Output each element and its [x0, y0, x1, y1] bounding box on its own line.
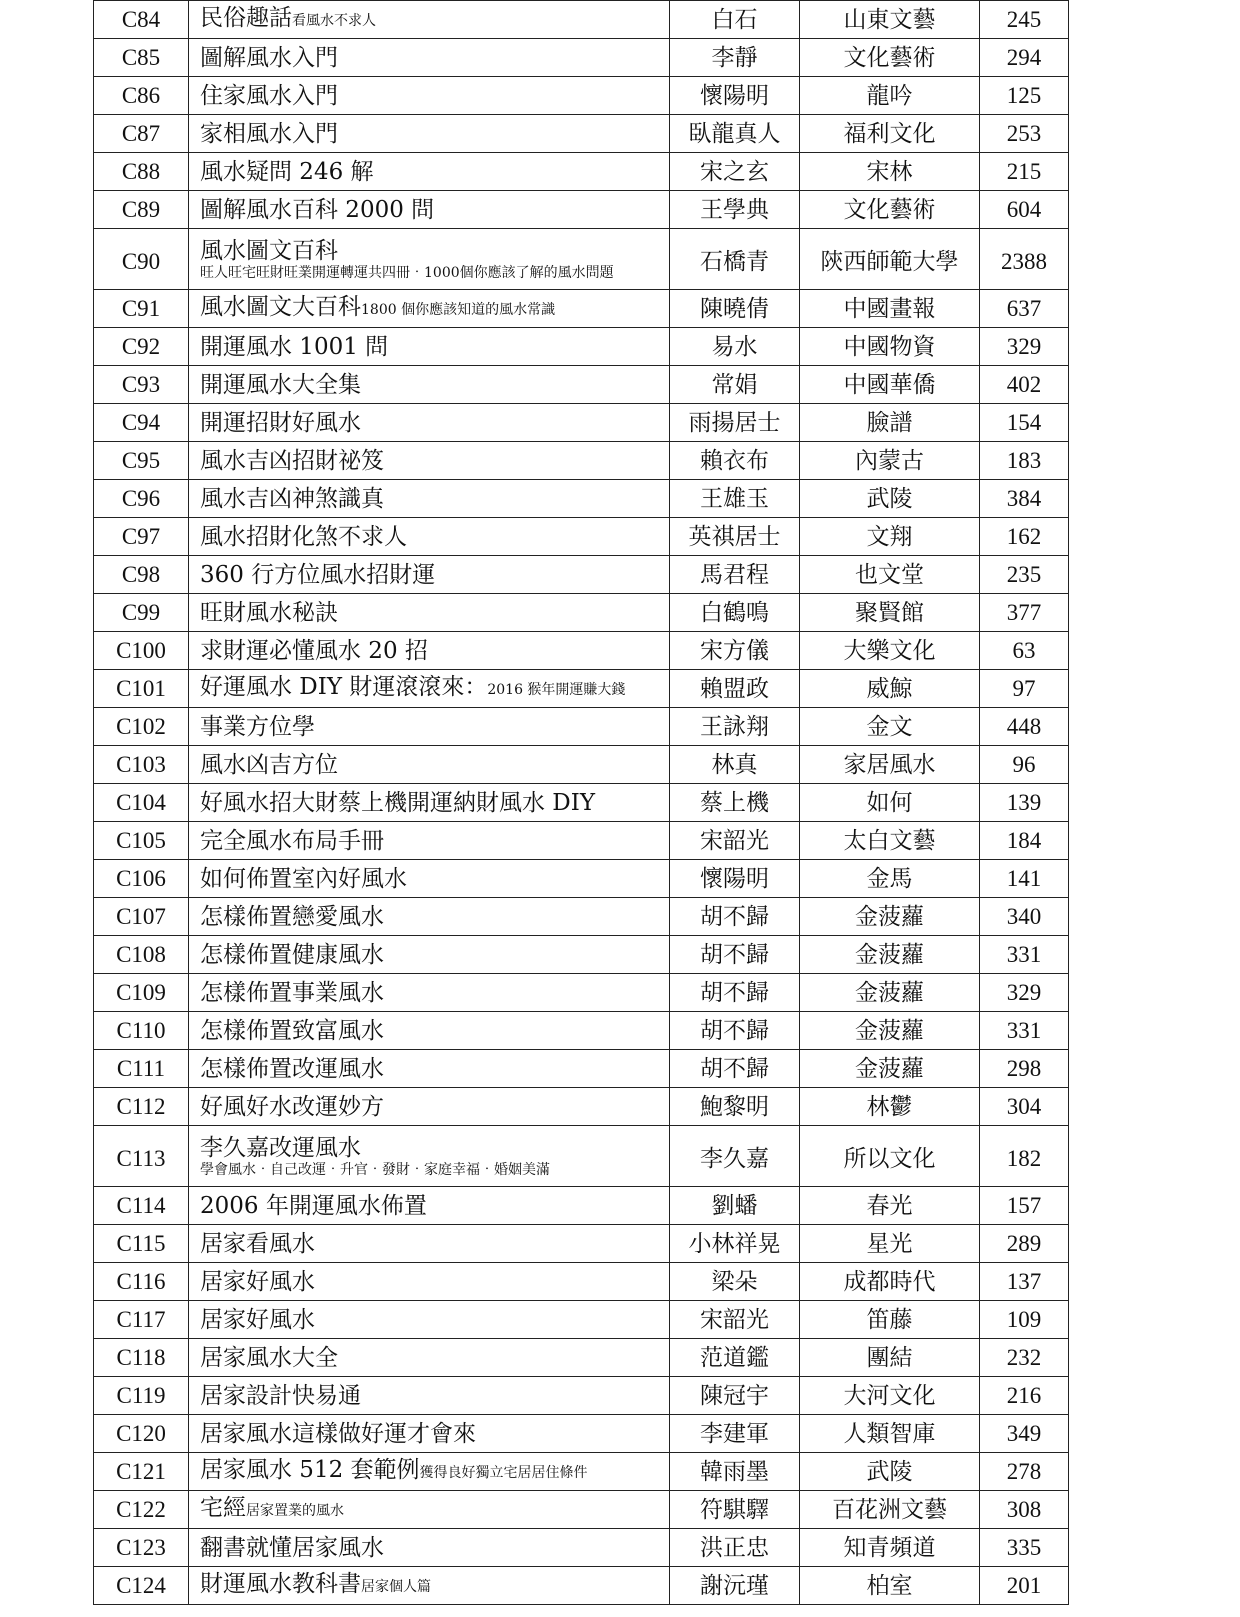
book-pages: 335 [980, 1529, 1069, 1567]
book-title [189, 1415, 670, 1453]
book-author: 宋韶光 [670, 1301, 800, 1339]
book-pages: 298 [980, 1050, 1069, 1088]
table-row [94, 1187, 1069, 1225]
book-pages: 139 [980, 784, 1069, 822]
book-publisher: 家居風水 [800, 746, 980, 784]
book-code: C105 [94, 822, 189, 860]
book-subtitle-text: 2016 猴年開運賺大錢 [487, 682, 626, 698]
book-publisher: 百花洲文藝 [800, 1491, 980, 1529]
table-row [94, 115, 1069, 153]
book-title-text: 好風好水改運妙方 [200, 1093, 384, 1120]
book-publisher: 文化藝術 [800, 191, 980, 229]
table-row [94, 594, 1069, 632]
book-author: 陳曉倩 [670, 290, 800, 328]
book-author: 懷陽明 [670, 77, 800, 115]
book-author: 蔡上機 [670, 784, 800, 822]
book-title-text: 旺財風水秘訣 [200, 599, 338, 626]
book-pages: 331 [980, 1012, 1069, 1050]
book-code: C91 [94, 290, 189, 328]
book-code: C106 [94, 860, 189, 898]
book-author: 陳冠宇 [670, 1377, 800, 1415]
book-pages: 182 [980, 1126, 1069, 1187]
book-pages: 125 [980, 77, 1069, 115]
book-title [189, 1377, 670, 1415]
book-author: 易水 [670, 328, 800, 366]
table-row [94, 1012, 1069, 1050]
book-title-text: 風水圖文百科 [200, 238, 338, 264]
book-publisher: 中國畫報 [800, 290, 980, 328]
book-author: 林真 [670, 746, 800, 784]
book-code: C115 [94, 1225, 189, 1263]
table-row [94, 822, 1069, 860]
book-list-body [94, 1, 1069, 1605]
book-subtitle-line: 旺人旺宅旺財旺業開運轉運共四冊‧1000個你應該了解的風水問題 [200, 265, 614, 281]
book-title [189, 1012, 670, 1050]
book-title [189, 1453, 670, 1491]
book-pages: 96 [980, 746, 1069, 784]
book-title [189, 936, 670, 974]
book-title-text: 居家設計快易通 [200, 1382, 361, 1409]
book-code: C94 [94, 404, 189, 442]
book-code: C112 [94, 1088, 189, 1126]
table-row [94, 632, 1069, 670]
book-title-text: 怎樣佈置事業風水 [200, 979, 384, 1006]
book-pages: 109 [980, 1301, 1069, 1339]
book-publisher: 也文堂 [800, 556, 980, 594]
book-title-text: 圖解風水百科 2000 問 [200, 196, 435, 223]
book-title [189, 594, 670, 632]
book-code: C114 [94, 1187, 189, 1225]
book-title-text: 怎樣佈置健康風水 [200, 941, 384, 968]
book-subtitle-text: 1800 個你應該知道的風水常識 [361, 302, 556, 318]
book-code: C89 [94, 191, 189, 229]
book-title-text: 風水招財化煞不求人 [200, 523, 407, 550]
book-title-text: 居家風水 512 套範例 [200, 1457, 420, 1483]
book-title-text: 事業方位學 [200, 713, 315, 740]
table-row [94, 1567, 1069, 1605]
book-publisher: 金菠蘿 [800, 936, 980, 974]
book-code: C96 [94, 480, 189, 518]
book-code: C90 [94, 229, 189, 290]
book-publisher: 如何 [800, 784, 980, 822]
book-title [189, 1187, 670, 1225]
book-author: 小林祥晃 [670, 1225, 800, 1263]
table-row [94, 518, 1069, 556]
book-code: C120 [94, 1415, 189, 1453]
book-code: C85 [94, 39, 189, 77]
book-author: 王雄玉 [670, 480, 800, 518]
book-list-table [93, 0, 1069, 1605]
book-title-text: 開運風水大全集 [200, 371, 361, 398]
book-pages: 448 [980, 708, 1069, 746]
book-publisher: 知青頻道 [800, 1529, 980, 1567]
book-publisher: 金文 [800, 708, 980, 746]
book-publisher: 太白文藝 [800, 822, 980, 860]
book-author: 韓雨墨 [670, 1453, 800, 1491]
book-subtitle-text: 獲得良好獨立宅居居住條件 [419, 1465, 588, 1481]
book-title-text: 民俗趣話 [200, 5, 292, 31]
book-title [189, 290, 670, 328]
table-row [94, 1415, 1069, 1453]
book-title-text: 風水吉凶神煞識真 [200, 485, 384, 512]
table-row [94, 229, 1069, 290]
book-title-text: 風水疑問 246 解 [200, 158, 374, 185]
book-code: C121 [94, 1453, 189, 1491]
book-title [189, 115, 670, 153]
book-code: C104 [94, 784, 189, 822]
book-code: C101 [94, 670, 189, 708]
book-pages: 294 [980, 39, 1069, 77]
book-subtitle-text: 看風水不求人 [292, 13, 376, 29]
table-row [94, 670, 1069, 708]
table-row [94, 746, 1069, 784]
book-author: 宋之玄 [670, 153, 800, 191]
book-title-text: 好運風水 DIY 財運滾滾來： [200, 674, 488, 700]
book-title [189, 974, 670, 1012]
book-pages: 329 [980, 328, 1069, 366]
book-title [189, 822, 670, 860]
book-author: 胡不歸 [670, 898, 800, 936]
book-title [189, 1050, 670, 1088]
book-title-text: 完全風水布局手冊 [200, 827, 384, 854]
book-publisher: 聚賢館 [800, 594, 980, 632]
book-pages: 604 [980, 191, 1069, 229]
book-code: C123 [94, 1529, 189, 1567]
book-code: C116 [94, 1263, 189, 1301]
book-pages: 329 [980, 974, 1069, 1012]
book-title-text: 住家風水入門 [200, 82, 338, 109]
table-row [94, 974, 1069, 1012]
table-row [94, 556, 1069, 594]
book-title [189, 1, 670, 39]
book-title-text: 2006 年開運風水佈置 [200, 1192, 427, 1219]
table-row [94, 1050, 1069, 1088]
book-publisher: 春光 [800, 1187, 980, 1225]
book-publisher: 金菠蘿 [800, 1050, 980, 1088]
book-pages: 349 [980, 1415, 1069, 1453]
book-publisher: 金菠蘿 [800, 974, 980, 1012]
book-pages: 331 [980, 936, 1069, 974]
book-author: 胡不歸 [670, 1050, 800, 1088]
table-row [94, 404, 1069, 442]
book-code: C95 [94, 442, 189, 480]
book-pages: 235 [980, 556, 1069, 594]
book-author: 李建軍 [670, 1415, 800, 1453]
book-publisher: 人類智庫 [800, 1415, 980, 1453]
book-publisher: 文翔 [800, 518, 980, 556]
book-code: C92 [94, 328, 189, 366]
book-title [189, 328, 670, 366]
book-title-text: 圖解風水入門 [200, 44, 338, 71]
table-row [94, 898, 1069, 936]
book-code: C117 [94, 1301, 189, 1339]
book-code: C87 [94, 115, 189, 153]
book-author: 鮑黎明 [670, 1088, 800, 1126]
table-row [94, 860, 1069, 898]
book-title-text: 居家風水大全 [200, 1344, 338, 1371]
book-publisher: 金馬 [800, 860, 980, 898]
table-row [94, 784, 1069, 822]
book-pages: 402 [980, 366, 1069, 404]
book-author: 白石 [670, 1, 800, 39]
book-author: 劉蟠 [670, 1187, 800, 1225]
book-publisher: 林鬱 [800, 1088, 980, 1126]
book-publisher: 山東文藝 [800, 1, 980, 39]
book-pages: 201 [980, 1567, 1069, 1605]
table-row [94, 708, 1069, 746]
book-pages: 63 [980, 632, 1069, 670]
book-title [189, 708, 670, 746]
book-title-text: 如何佈置室內好風水 [200, 865, 407, 892]
book-code: C109 [94, 974, 189, 1012]
book-subtitle-line: 學會風水‧自己改運‧升官‧發財‧家庭幸福‧婚姻美滿 [200, 1162, 550, 1178]
book-publisher: 臉譜 [800, 404, 980, 442]
book-code: C97 [94, 518, 189, 556]
book-pages: 2388 [980, 229, 1069, 290]
book-title [189, 670, 670, 708]
table-row [94, 1529, 1069, 1567]
book-title [189, 1529, 670, 1567]
book-publisher: 團結 [800, 1339, 980, 1377]
book-author: 梁朵 [670, 1263, 800, 1301]
book-publisher: 中國華僑 [800, 366, 980, 404]
book-author: 常娟 [670, 366, 800, 404]
book-title-text: 財運風水教科書 [200, 1571, 361, 1597]
table-row [94, 1377, 1069, 1415]
book-author: 臥龍真人 [670, 115, 800, 153]
book-title-text: 翻書就懂居家風水 [200, 1534, 384, 1561]
book-title [189, 1491, 670, 1529]
book-title-text: 怎樣佈置改運風水 [200, 1055, 384, 1082]
table-row [94, 1088, 1069, 1126]
book-title [189, 556, 670, 594]
book-author: 宋方儀 [670, 632, 800, 670]
book-author: 李久嘉 [670, 1126, 800, 1187]
book-pages: 340 [980, 898, 1069, 936]
book-author: 王學典 [670, 191, 800, 229]
book-subtitle-text: 居家個人篇 [361, 1579, 431, 1595]
book-pages: 278 [980, 1453, 1069, 1491]
book-pages: 308 [980, 1491, 1069, 1529]
book-pages: 184 [980, 822, 1069, 860]
book-author: 符騏驛 [670, 1491, 800, 1529]
book-publisher: 金菠蘿 [800, 1012, 980, 1050]
book-title [189, 480, 670, 518]
book-pages: 137 [980, 1263, 1069, 1301]
book-title [189, 404, 670, 442]
book-pages: 253 [980, 115, 1069, 153]
book-code: C103 [94, 746, 189, 784]
book-title [189, 1339, 670, 1377]
book-code: C119 [94, 1377, 189, 1415]
book-publisher: 龍吟 [800, 77, 980, 115]
book-pages: 232 [980, 1339, 1069, 1377]
book-code: C98 [94, 556, 189, 594]
book-pages: 97 [980, 670, 1069, 708]
book-pages: 304 [980, 1088, 1069, 1126]
book-author: 范道鑑 [670, 1339, 800, 1377]
book-publisher: 笛藤 [800, 1301, 980, 1339]
table-row [94, 1, 1069, 39]
book-author: 英祺居士 [670, 518, 800, 556]
book-title-text: 怎樣佈置戀愛風水 [200, 903, 384, 930]
book-title-text: 宅經 [200, 1495, 246, 1521]
book-author: 李靜 [670, 39, 800, 77]
book-author: 白鶴鳴 [670, 594, 800, 632]
book-publisher: 星光 [800, 1225, 980, 1263]
table-row [94, 153, 1069, 191]
book-publisher: 金菠蘿 [800, 898, 980, 936]
book-author: 雨揚居士 [670, 404, 800, 442]
book-title-text: 居家風水這樣做好運才會來 [200, 1420, 476, 1447]
book-pages: 215 [980, 153, 1069, 191]
book-author: 馬君程 [670, 556, 800, 594]
book-publisher: 所以文化 [800, 1126, 980, 1187]
table-row [94, 1263, 1069, 1301]
book-title [189, 1225, 670, 1263]
book-title-text: 怎樣佈置致富風水 [200, 1017, 384, 1044]
book-pages: 141 [980, 860, 1069, 898]
book-author: 王詠翔 [670, 708, 800, 746]
book-code: C88 [94, 153, 189, 191]
book-author: 胡不歸 [670, 936, 800, 974]
book-title [189, 860, 670, 898]
book-publisher: 內蒙古 [800, 442, 980, 480]
book-title [189, 632, 670, 670]
book-title [189, 153, 670, 191]
book-publisher: 大河文化 [800, 1377, 980, 1415]
book-title [189, 1088, 670, 1126]
book-code: C84 [94, 1, 189, 39]
book-title [189, 366, 670, 404]
book-title-text: 李久嘉改運風水 [200, 1135, 361, 1161]
book-title [189, 442, 670, 480]
book-title-text: 居家看風水 [200, 1230, 315, 1257]
book-code: C122 [94, 1491, 189, 1529]
table-row [94, 39, 1069, 77]
table-row [94, 1339, 1069, 1377]
book-author: 胡不歸 [670, 1012, 800, 1050]
book-title-text: 風水凶吉方位 [200, 751, 338, 778]
book-title-text: 家相風水入門 [200, 120, 338, 147]
book-author: 胡不歸 [670, 974, 800, 1012]
book-title [189, 1301, 670, 1339]
table-row [94, 290, 1069, 328]
book-publisher: 大樂文化 [800, 632, 980, 670]
book-title [189, 39, 670, 77]
book-title-text: 居家好風水 [200, 1306, 315, 1333]
book-pages: 162 [980, 518, 1069, 556]
book-code: C100 [94, 632, 189, 670]
book-pages: 384 [980, 480, 1069, 518]
table-row [94, 442, 1069, 480]
book-title [189, 1567, 670, 1605]
book-publisher: 宋林 [800, 153, 980, 191]
book-publisher: 柏室 [800, 1567, 980, 1605]
book-title [189, 229, 670, 290]
table-row [94, 1225, 1069, 1263]
book-author: 洪正忠 [670, 1529, 800, 1567]
book-title [189, 191, 670, 229]
book-subtitle-text: 居家置業的風水 [246, 1503, 344, 1519]
table-row [94, 936, 1069, 974]
book-title [189, 898, 670, 936]
book-code: C108 [94, 936, 189, 974]
book-title [189, 77, 670, 115]
table-row [94, 1453, 1069, 1491]
book-publisher: 陝西師範大學 [800, 229, 980, 290]
table-row [94, 1301, 1069, 1339]
book-title [189, 746, 670, 784]
book-author: 賴盟政 [670, 670, 800, 708]
book-title-text: 好風水招大財蔡上機開運納財風水 DIY [200, 789, 596, 816]
book-code: C111 [94, 1050, 189, 1088]
book-code: C118 [94, 1339, 189, 1377]
book-author: 宋韶光 [670, 822, 800, 860]
book-code: C113 [94, 1126, 189, 1187]
book-code: C99 [94, 594, 189, 632]
book-code: C93 [94, 366, 189, 404]
book-pages: 245 [980, 1, 1069, 39]
book-publisher: 成都時代 [800, 1263, 980, 1301]
book-author: 賴衣布 [670, 442, 800, 480]
book-publisher: 威鯨 [800, 670, 980, 708]
table-row [94, 1491, 1069, 1529]
book-pages: 637 [980, 290, 1069, 328]
book-title-text: 居家好風水 [200, 1268, 315, 1295]
book-publisher: 武陵 [800, 1453, 980, 1491]
book-title-text: 風水吉凶招財祕笈 [200, 447, 384, 474]
book-title-text: 風水圖文大百科 [200, 294, 361, 320]
book-code: C107 [94, 898, 189, 936]
table-row [94, 480, 1069, 518]
book-publisher: 文化藝術 [800, 39, 980, 77]
book-title-text: 開運招財好風水 [200, 409, 361, 436]
book-title [189, 1263, 670, 1301]
table-row [94, 1126, 1069, 1187]
book-pages: 183 [980, 442, 1069, 480]
book-code: C110 [94, 1012, 189, 1050]
book-pages: 377 [980, 594, 1069, 632]
table-row [94, 366, 1069, 404]
book-pages: 216 [980, 1377, 1069, 1415]
table-row [94, 328, 1069, 366]
book-code: C124 [94, 1567, 189, 1605]
book-publisher: 武陵 [800, 480, 980, 518]
book-pages: 289 [980, 1225, 1069, 1263]
book-title-text: 開運風水 1001 問 [200, 333, 389, 360]
book-pages: 154 [980, 404, 1069, 442]
book-pages: 157 [980, 1187, 1069, 1225]
book-publisher: 福利文化 [800, 115, 980, 153]
book-title-text: 360 行方位風水招財運 [200, 561, 436, 588]
book-author: 謝沅瑾 [670, 1567, 800, 1605]
book-title [189, 784, 670, 822]
book-title [189, 518, 670, 556]
book-title [189, 1126, 670, 1187]
book-publisher: 中國物資 [800, 328, 980, 366]
table-row [94, 191, 1069, 229]
book-title-text: 求財運必懂風水 20 招 [200, 637, 428, 664]
book-author: 石橋青 [670, 229, 800, 290]
book-code: C86 [94, 77, 189, 115]
book-code: C102 [94, 708, 189, 746]
table-row [94, 77, 1069, 115]
book-author: 懷陽明 [670, 860, 800, 898]
